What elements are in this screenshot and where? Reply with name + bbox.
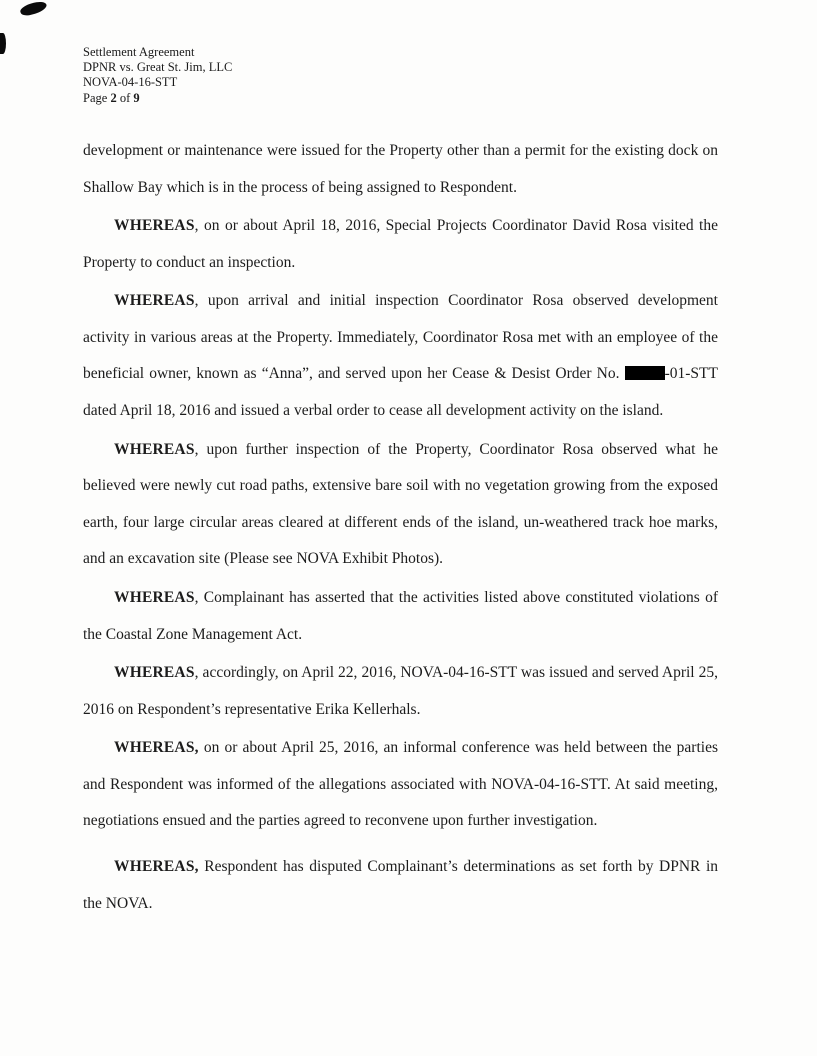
paragraph-text: Respondent has disputed Complainant’s determinations as set forth by DPNR in the NOVA. (83, 857, 718, 912)
header-line-case-number: NOVA-04-16-STT (83, 75, 178, 90)
paragraph (83, 655, 718, 728)
scan-artifact-corner (19, 0, 48, 18)
paragraph (83, 133, 718, 206)
whereas-lead: WHEREAS (114, 440, 195, 458)
whereas-lead: WHEREAS (114, 292, 195, 310)
document-header (83, 45, 232, 106)
paragraph (83, 849, 718, 922)
paragraph-text: , on or about April 18, 2016, Special Projects Coordinator David Rosa visited the Property to conduct an inspection. (83, 217, 718, 271)
paragraph (83, 283, 718, 429)
document-body (83, 133, 718, 924)
paragraph-text: , accordingly, on April 22, 2016, NOVA-04-16-STT was issued and served April 25, 2016 on Respondent’s representative Erika Kellerhals. (83, 664, 718, 718)
whereas-lead: WHEREAS, (114, 739, 199, 757)
whereas-lead: WHEREAS (114, 588, 195, 606)
redaction-box (625, 366, 665, 380)
paragraph-text: on or about April 25, 2016, an informal conference was held between the parties and Respondent was informed of the allegations associated with NOVA-04-16-STT. At said meeting, negotiations ensued and the parties agreed to reconvene upon further investigation. (83, 739, 718, 830)
paragraph-text: -01-STT dated April 18, 2016 and issued a verbal order to cease all development activity on the island. (83, 365, 718, 420)
paragraph-text: , Complainant has asserted that the activities listed above constituted violations of the Coastal Zone Management Act. (83, 588, 718, 643)
page-number: 2 (110, 90, 117, 105)
header-line-page-number (83, 91, 232, 106)
paragraph (83, 730, 718, 840)
paragraph (83, 208, 718, 281)
header-line-title: Settlement Agreement (83, 45, 195, 59)
paragraph (83, 432, 718, 578)
page-total: 9 (133, 90, 140, 105)
paragraph-text: , upon arrival and initial inspection Coordinator Rosa observed development activity in various areas at the Property. Immediately, Coordinator Rosa met with an employee of the beneficial owner, known as “Anna”, and served upon her Cease & Desist Order No. (83, 292, 718, 383)
whereas-lead: WHEREAS, (114, 857, 199, 875)
scan-artifact-edge (0, 33, 6, 54)
paragraph-text: , upon further inspection of the Property, Coordinator Rosa observed what he believed were newly cut road paths, extensive bare soil with no vegetation growing from the exposed earth, four large circular areas cleared at different ends of the island, un-weathered track hoe marks, and an excavation site (Please see NOVA Exhibit Photos). (83, 440, 718, 568)
page-label-prefix: Page (83, 90, 111, 105)
paragraph (83, 580, 718, 653)
header-line-parties: DPNR vs. Great St. Jim, LLC (83, 60, 233, 75)
whereas-lead: WHEREAS (114, 664, 195, 682)
whereas-lead: WHEREAS (114, 217, 195, 235)
page-label-middle: of (116, 90, 134, 105)
paragraph-text: development or maintenance were issued for the Property other than a permit for the existing dock on Shallow Bay which is in the process of being assigned to Respondent. (83, 142, 718, 196)
